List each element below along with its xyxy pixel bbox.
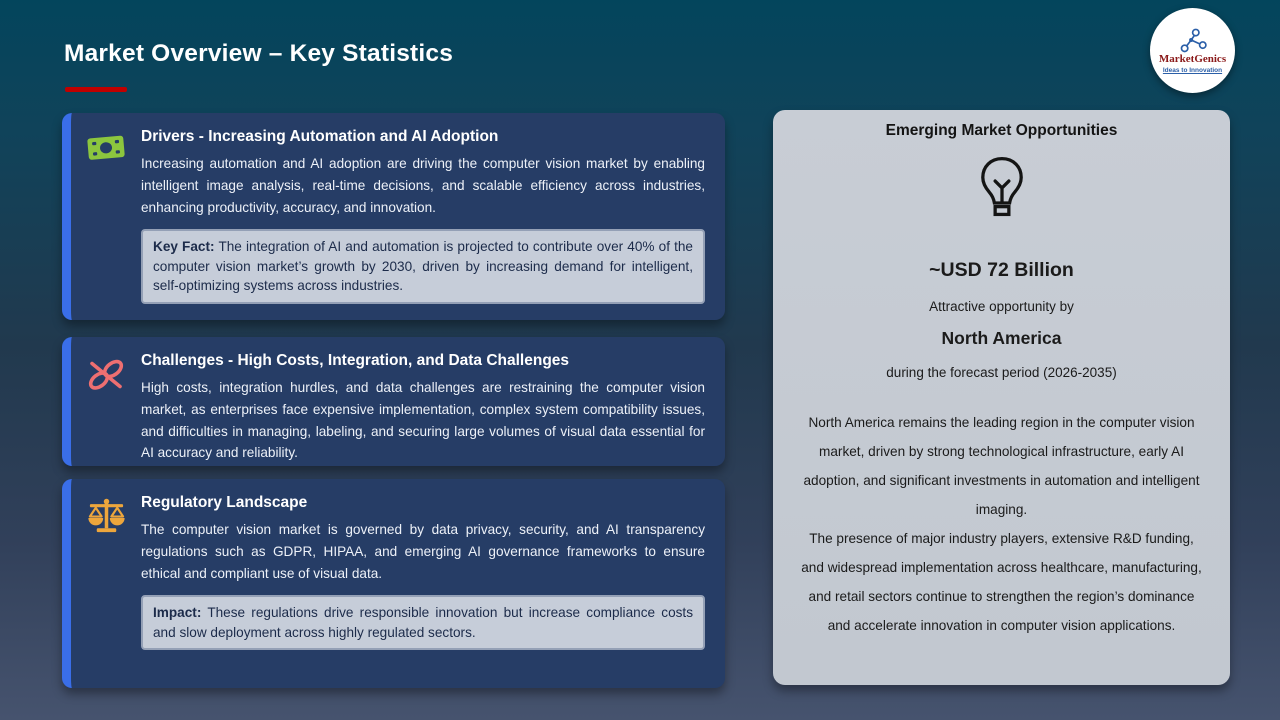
- challenges-card: [62, 337, 725, 466]
- impact-label: Impact:: [153, 605, 202, 621]
- key-fact-text: The integration of AI and automation is projected to contribute over 40% of the computer vision market’s growth by 2030, driven by increasing demand for intelligent, self-optimizing systems across industries.: [153, 239, 693, 294]
- logo-name: MarketGenics: [1158, 53, 1227, 66]
- regulatory-title: Regulatory Landscape: [141, 494, 308, 511]
- marketgenics-logo: [1150, 8, 1235, 93]
- drivers-title: Drivers - Increasing Automation and AI Adoption: [141, 128, 499, 145]
- opportunity-period: during the forecast period (2026-2035): [886, 365, 1117, 380]
- regulatory-card: [62, 479, 725, 688]
- title-underline-accent: [65, 87, 127, 92]
- regulatory-body: The computer vision market is governed by data privacy, security, and AI transparency regulations such as GDPR, HIPAA, and emerging AI governance frameworks to ensure ethical and compliant use of visual data.: [141, 522, 705, 581]
- impact-text: These regulations drive responsible innovation but increase compliance costs and slow deployment across highly regulated sectors.: [153, 605, 693, 640]
- opportunity-subtitle: Attractive opportunity by: [929, 299, 1074, 314]
- opportunity-region: North America: [941, 328, 1062, 348]
- drivers-body: Increasing automation and AI adoption are driving the computer vision market by enabling intelligent image analysis, real-time decisions, and scalable efficiency across industries, enhancing productivity, accuracy, and innovation.: [141, 156, 705, 215]
- opportunity-value: ~USD 72 Billion: [929, 259, 1074, 281]
- challenges-title: Challenges - High Costs, Integration, and Data Challenges: [141, 352, 570, 369]
- challenges-body: High costs, integration hurdles, and data challenges are restraining the computer vision market, as enterprises face expensive implementation, complex system compatibility issues, and difficulties in managing, labeling, and securing large volumes of visual data essential for AI accuracy and reliability.: [141, 380, 705, 461]
- money-icon: [86, 132, 126, 163]
- logo-tagline: Ideas to Innovation: [1162, 66, 1223, 74]
- key-fact-box: [141, 229, 705, 304]
- lightbulb-icon: [975, 155, 1029, 219]
- scales-icon: [85, 498, 128, 537]
- opportunity-paragraph-2: The presence of major industry players, extensive R&D funding, and widespread implementation across healthcare, manufacturing, and retail sectors continue to strengthen the region’s dominance and accelerate innovation in computer vision applications.: [801, 530, 1202, 633]
- page-title: Market Overview – Key Statistics: [64, 40, 454, 67]
- opportunities-panel: [773, 110, 1230, 685]
- opportunities-title: Emerging Market Opportunities: [885, 122, 1118, 139]
- drivers-card: [62, 113, 725, 320]
- molecule-icon: [1176, 27, 1210, 53]
- opportunity-paragraph-1: North America remains the leading region in the computer vision market, driven by strong technological infrastructure, early AI adoption, and significant investments in automation and intelligent imaging.: [803, 415, 1200, 517]
- impact-box: [141, 595, 705, 650]
- key-fact-label: Key Fact:: [153, 239, 215, 255]
- broken-link-icon: [86, 356, 126, 393]
